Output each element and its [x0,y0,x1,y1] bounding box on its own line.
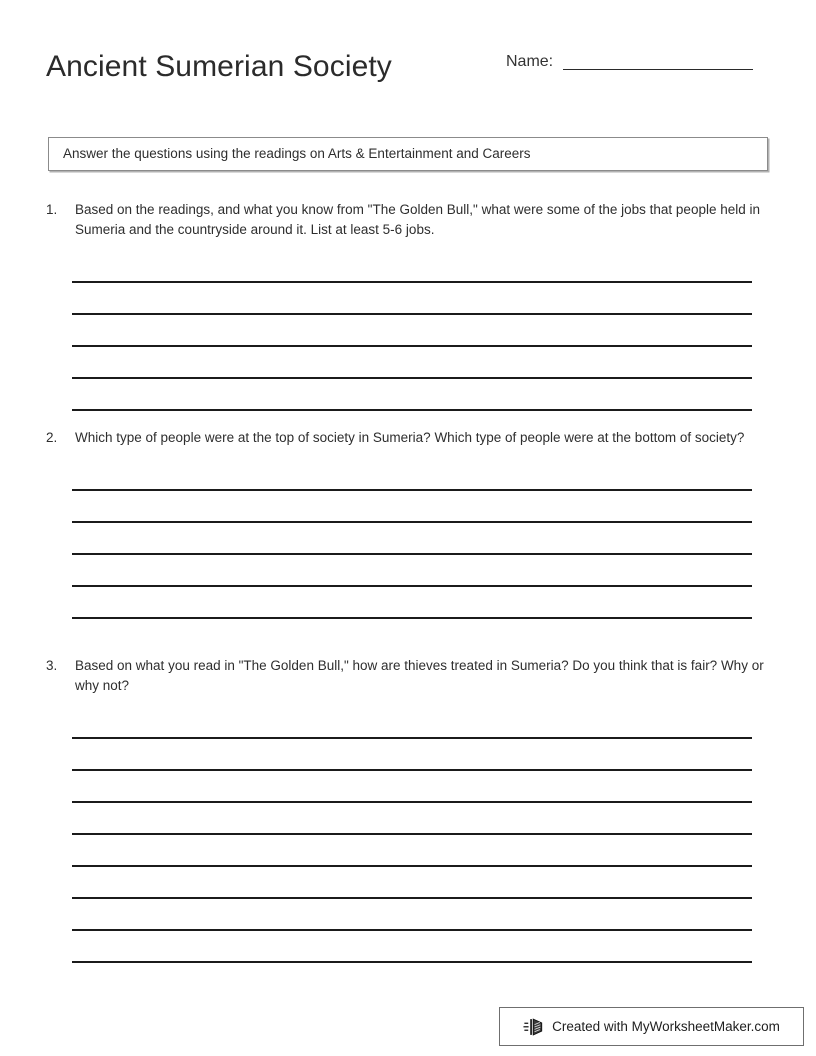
footer-badge[interactable] [499,1007,804,1046]
answer-line[interactable] [72,899,752,931]
instruction-box [48,137,768,171]
answer-line[interactable] [72,315,752,347]
answer-line[interactable] [72,251,752,283]
question-2-number: 2. [46,430,58,445]
answer-line[interactable] [72,771,752,803]
name-field-label: Name: [506,53,554,70]
question-1-answer-area[interactable] [46,251,770,411]
question-2-answer-area[interactable] [46,459,770,619]
name-field [506,52,753,72]
question-3 [46,656,770,963]
question-2-header [46,428,770,448]
question-3-answer-area[interactable] [46,707,770,963]
question-3-number: 3. [46,658,58,673]
answer-line[interactable] [72,803,752,835]
answer-line[interactable] [72,707,752,739]
instruction-text: Answer the questions using the readings on Arts & Entertainment and Careers [63,146,531,161]
answer-line[interactable] [72,835,752,867]
question-3-text: Based on what you read in "The Golden Bull," how are thieves treated in Sumeria? Do you think that is fair? Why or why not? [75,658,764,693]
name-field-input-line[interactable] [563,69,753,70]
answer-line[interactable] [72,739,752,771]
question-1-number: 1. [46,202,58,217]
answer-line[interactable] [72,491,752,523]
question-1-text: Based on the readings, and what you know from "The Golden Bull," what were some of the jobs that people held in Sumeria and the countryside around it. List at least 5-6 jobs. [75,202,760,237]
footer-text: Created with MyWorksheetMaker.com [552,1018,780,1034]
question-2 [46,428,770,619]
question-1 [46,200,770,411]
answer-line[interactable] [72,347,752,379]
question-3-header [46,656,770,696]
answer-line[interactable] [72,459,752,491]
answer-line[interactable] [72,523,752,555]
worksheet-maker-logo-icon [523,1016,545,1038]
question-2-text: Which type of people were at the top of society in Sumeria? Which type of people were at the bottom of society? [75,430,745,445]
answer-line[interactable] [72,283,752,315]
answer-line[interactable] [72,555,752,587]
answer-line[interactable] [72,867,752,899]
page-title: Ancient Sumerian Society [46,50,392,83]
question-1-header [46,200,770,240]
answer-line[interactable] [72,931,752,963]
answer-line[interactable] [72,379,752,411]
answer-line[interactable] [72,587,752,619]
